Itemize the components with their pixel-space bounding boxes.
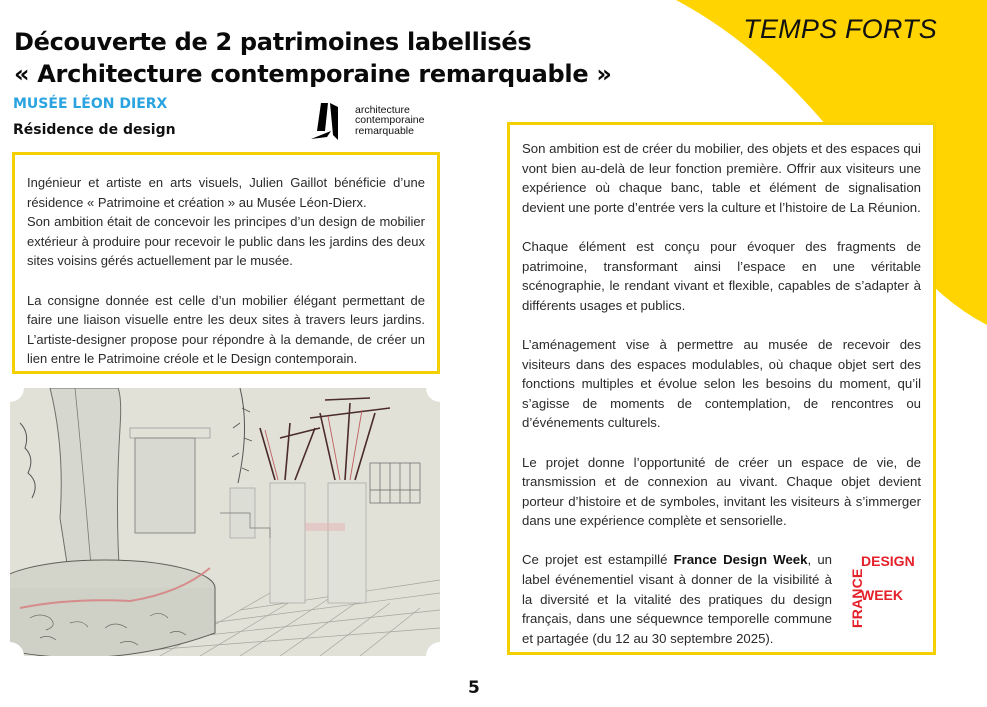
right-paragraph-5 [522,550,832,648]
project-text-box [507,122,936,655]
title-line-1: Découverte de 2 patrimoines labellisés [14,28,532,56]
fdw-suffix: , un label événementiel visant à donner de la visibilité à la diversité et la vitalité des pratiques du design français, dans une séquewnce temporelle commune et partagée (du 12 au 30 septembre 2025). [522,552,832,646]
right-paragraph-1: Son ambition est de créer du mobilier, des objets et des espaces qui vont bien au-delà de leur fonction première. Offrir aux visiteurs une expérience où chaque banc, table et élément de signalisation devient une porte d’entrée vers la culture et l’histoire de La Réunion. [522,141,921,215]
right-paragraph-3: L’aménagement vise à permettre au musée de recevoir des visiteurs dans des espaces modulables, où chaque objet sert des fonctions multiples et évolue selon les besoins du moment, qu’il s’agisse de moments de contemplation, de rencontres ou d’événements culturels. [522,336,921,431]
intro-text-box [12,152,440,374]
left-paragraph-1: Ingénieur et artiste en arts visuels, Julien Gaillot bénéficie d’une résidence « Patrimoine et création » au Musée Léon-Dierx. [27,175,425,210]
acr-line-3: remarquable [355,124,414,137]
fdw-bold-name: France Design Week [673,552,808,568]
france-design-week-logo [849,553,915,634]
museum-name: MUSÉE LÉON DIERX [13,96,168,112]
page-title [14,26,612,90]
fdw-logo-week: WEEK [861,587,903,604]
acr-line-1: architecture [355,103,410,116]
right-paragraph-4: Le projet donne l’opportunité de créer un espace de vie, de transmission et de connexion au vivant. Chaque objet devient porteur d’histoire et de symboles, invitant les visiteurs à s’immerger dans une expérience complète et sensorielle. [522,454,921,529]
fdw-prefix: Ce projet est estampillé [522,552,674,568]
right-paragraph-2: Chaque élément est conçu pour évoquer des fragments de patrimoine, transformant ainsi l’espace en une véritable scénographie, le rendant vivant et flexible, capables de s’adapter à différents usages et publics. [522,238,921,313]
acr-line-2: contemporaine [355,114,425,127]
fdw-logo-france: FRANCE [849,568,865,629]
france-design-week-section [522,550,921,648]
garden-sketch-image [10,388,440,656]
left-paragraph-2: Son ambition était de concevoir les principes d’un design de mobilier extérieur à produire pour recevoir le public dans les jardins des deux sites voisins gérés actuellement par le musée. [27,214,425,269]
title-line-2: « Architecture contemporaine remarquable » [14,60,612,88]
page-number: 5 [468,678,480,698]
section-subtitle: Résidence de design [13,122,176,138]
acr-label-text [355,105,424,137]
section-tag: TEMPS FORTS [743,14,937,44]
architecture-label-a-icon [311,101,347,140]
acr-label-logo [311,101,424,140]
fdw-logo-design: DESIGN [861,553,915,570]
left-paragraph-3: La consigne donnée est celle d’un mobilier élégant permettant de faire une liaison visuelle entre les deux sites à travers leurs jardins. L’artiste-designer propose pour répondre à la demande, de créer un lien entre le Patrimoine créole et le Design contemporain. [27,292,425,367]
